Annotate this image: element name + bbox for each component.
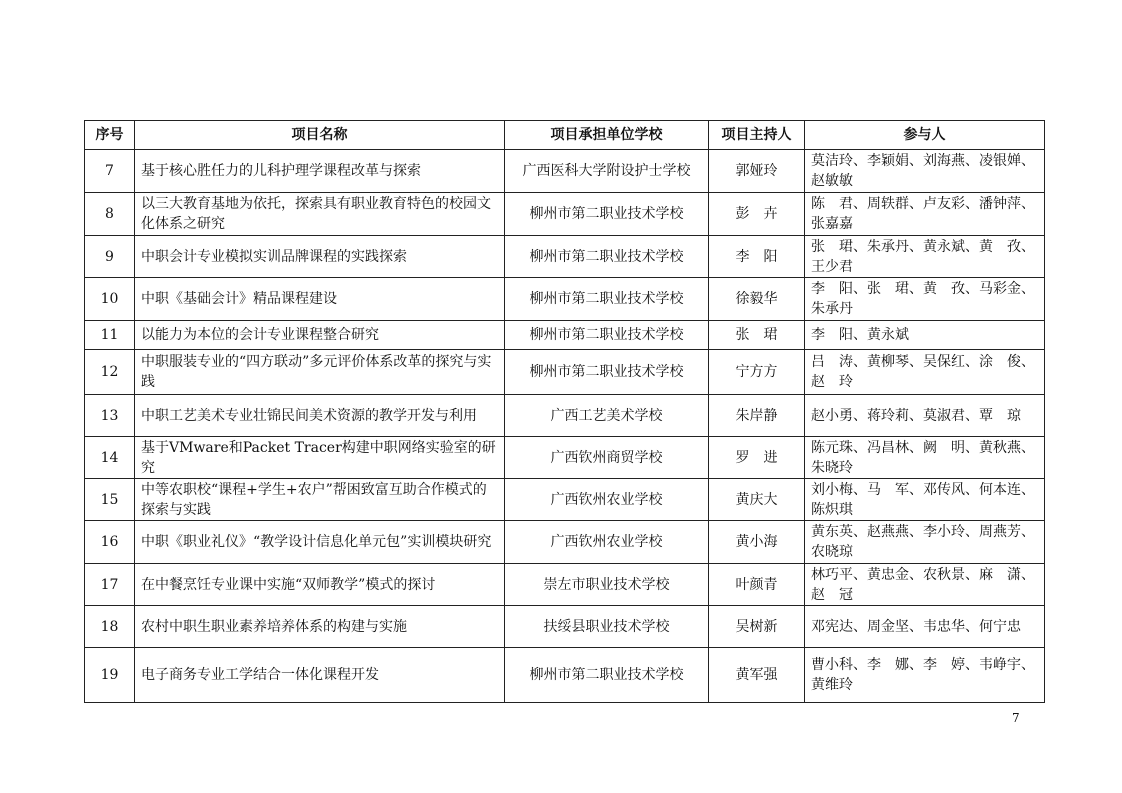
- school-name: 扶绥县职业技术学校: [505, 606, 709, 648]
- project-host: 徐毅华: [709, 278, 805, 321]
- table-row: [85, 236, 1045, 278]
- table-row: [85, 150, 1045, 193]
- school-name: 柳州市第二职业技术学校: [505, 321, 709, 350]
- project-host: 宁方方: [709, 350, 805, 395]
- participants: 张 珺、朱承丹、黄永斌、黄 孜、王少君: [805, 236, 1045, 278]
- participants: 林巧平、黄忠金、农秋景、麻 潇、赵 冠: [805, 564, 1045, 606]
- table-row: [85, 437, 1045, 479]
- school-name: 广西钦州农业学校: [505, 521, 709, 564]
- project-host: 罗 进: [709, 437, 805, 479]
- participants: 陈 君、周轶群、卢友彩、潘钟萍、张嘉嘉: [805, 193, 1045, 236]
- project-name: 中职服装专业的“四方联动”多元评价体系改革的探究与实践: [135, 350, 505, 395]
- project-name: 中职会计专业模拟实训品牌课程的实践探索: [135, 236, 505, 278]
- school-name: 柳州市第二职业技术学校: [505, 350, 709, 395]
- row-number: 15: [85, 479, 135, 521]
- school-name: 广西工艺美术学校: [505, 395, 709, 437]
- header-members: 参与人: [805, 121, 1045, 150]
- table-row: [85, 321, 1045, 350]
- row-number: 19: [85, 648, 135, 703]
- project-name: 中职工艺美术专业壮锦民间美术资源的教学开发与利用: [135, 395, 505, 437]
- table-row: [85, 648, 1045, 703]
- table-row: [85, 278, 1045, 321]
- project-name: 电子商务专业工学结合一体化课程开发: [135, 648, 505, 703]
- participants: 吕 涛、黄柳琴、吴保红、涂 俊、赵 玲: [805, 350, 1045, 395]
- page-number: 7: [1012, 711, 1020, 725]
- project-host: 黄小海: [709, 521, 805, 564]
- row-number: 16: [85, 521, 135, 564]
- school-name: 广西医科大学附设护士学校: [505, 150, 709, 193]
- project-host: 彭 卉: [709, 193, 805, 236]
- project-name: 基于核心胜任力的儿科护理学课程改革与探索: [135, 150, 505, 193]
- header-project-name: 项目名称: [135, 121, 505, 150]
- project-name: 中职《基础会计》精品课程建设: [135, 278, 505, 321]
- table-row: [85, 479, 1045, 521]
- row-number: 10: [85, 278, 135, 321]
- row-number: 8: [85, 193, 135, 236]
- participants: 李 阳、张 珺、黄 孜、马彩金、朱承丹: [805, 278, 1045, 321]
- header-no: 序号: [85, 121, 135, 150]
- table-row: [85, 521, 1045, 564]
- participants: 邓宪达、周金坚、韦忠华、何宁忠: [805, 606, 1045, 648]
- project-name: 农村中职生职业素养培养体系的构建与实施: [135, 606, 505, 648]
- header-host: 项目主持人: [709, 121, 805, 150]
- project-name: 在中餐烹饪专业课中实施“双师教学”模式的探讨: [135, 564, 505, 606]
- project-table: [84, 120, 1045, 703]
- project-host: 叶颜青: [709, 564, 805, 606]
- project-name: 以三大教育基地为依托，探索具有职业教育特色的校园文化体系之研究: [135, 193, 505, 236]
- row-number: 9: [85, 236, 135, 278]
- participants: 赵小勇、蒋玲莉、莫淑君、覃 琼: [805, 395, 1045, 437]
- participants: 陈元珠、冯昌林、阙 明、黄秋燕、朱晓玲: [805, 437, 1045, 479]
- school-name: 广西钦州商贸学校: [505, 437, 709, 479]
- row-number: 17: [85, 564, 135, 606]
- project-host: 黄军强: [709, 648, 805, 703]
- participants: 曹小科、李 娜、李 婷、韦峥宇、黄维玲: [805, 648, 1045, 703]
- row-number: 11: [85, 321, 135, 350]
- table-row: [85, 350, 1045, 395]
- header-school: 项目承担单位学校: [505, 121, 709, 150]
- participants: 黄东英、赵燕燕、李小玲、周燕芳、农晓琼: [805, 521, 1045, 564]
- project-host: 郭娅玲: [709, 150, 805, 193]
- row-number: 14: [85, 437, 135, 479]
- participants: 李 阳、黄永斌: [805, 321, 1045, 350]
- row-number: 7: [85, 150, 135, 193]
- table-body: [85, 150, 1045, 703]
- school-name: 柳州市第二职业技术学校: [505, 278, 709, 321]
- school-name: 柳州市第二职业技术学校: [505, 193, 709, 236]
- project-name: 中等农职校“课程+学生+农户”帮困致富互助合作模式的探索与实践: [135, 479, 505, 521]
- project-host: 黄庆大: [709, 479, 805, 521]
- school-name: 崇左市职业技术学校: [505, 564, 709, 606]
- school-name: 柳州市第二职业技术学校: [505, 236, 709, 278]
- table-header-row: [85, 121, 1045, 150]
- row-number: 12: [85, 350, 135, 395]
- project-host: 朱岸静: [709, 395, 805, 437]
- project-host: 张 珺: [709, 321, 805, 350]
- school-name: 广西钦州农业学校: [505, 479, 709, 521]
- row-number: 18: [85, 606, 135, 648]
- table-row: [85, 606, 1045, 648]
- table-row: [85, 564, 1045, 606]
- table-row: [85, 395, 1045, 437]
- row-number: 13: [85, 395, 135, 437]
- table-row: [85, 193, 1045, 236]
- participants: 莫洁玲、李颖娟、刘海燕、凌银婵、赵敏敏: [805, 150, 1045, 193]
- school-name: 柳州市第二职业技术学校: [505, 648, 709, 703]
- project-host: 吴树新: [709, 606, 805, 648]
- project-host: 李 阳: [709, 236, 805, 278]
- project-name: 中职《职业礼仪》“教学设计信息化单元包”实训模块研究: [135, 521, 505, 564]
- participants: 刘小梅、马 军、邓传风、何本连、陈炽琪: [805, 479, 1045, 521]
- project-name: 基于VMware和Packet Tracer构建中职网络实验室的研究: [135, 437, 505, 479]
- project-name: 以能力为本位的会计专业课程整合研究: [135, 321, 505, 350]
